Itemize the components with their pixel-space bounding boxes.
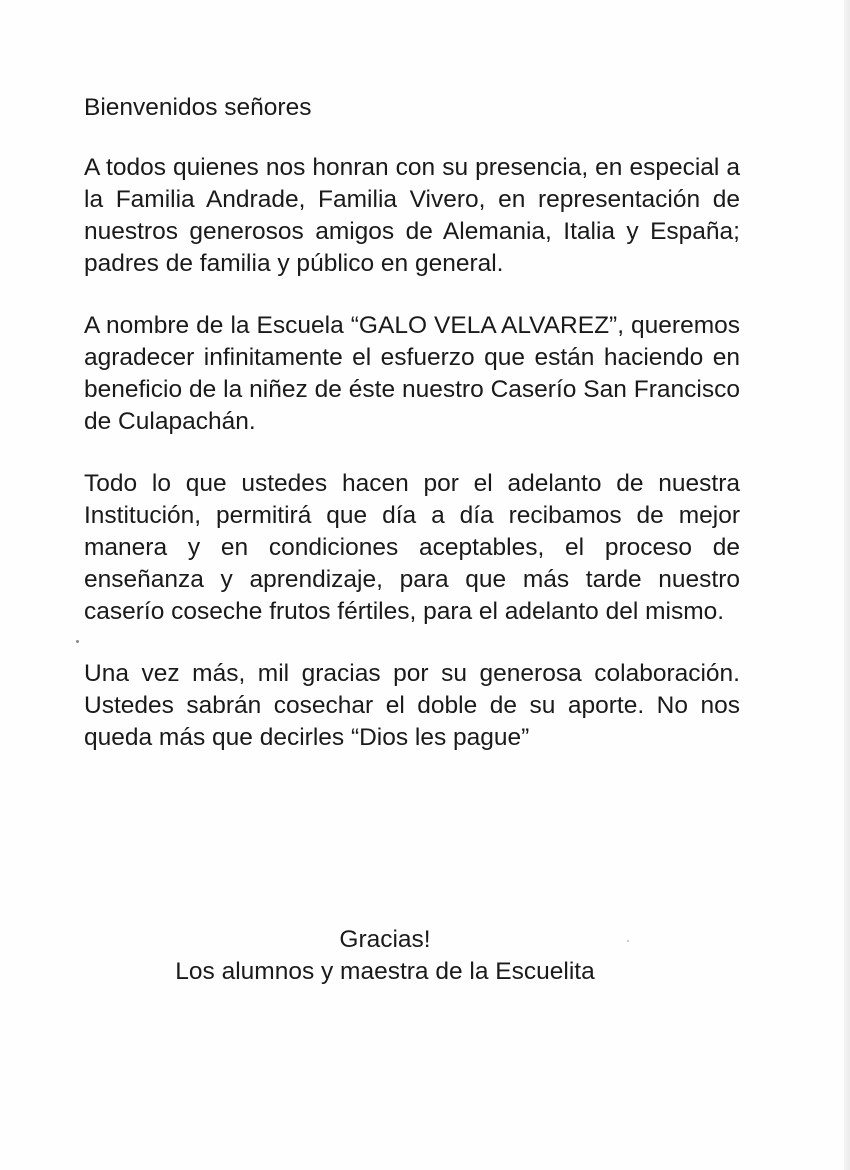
paragraph-gratitude: A nombre de la Escuela “GALO VELA ALVAREZ”, queremos agradecer infinitamente el esfuerzo que están haciendo en beneficio de la niñez de éste nuestro Caserío San Francisco de Culapachán. [84,312,740,435]
paragraph-welcome: A todos quienes nos honran con su presencia, en especial a la Familia Andrade, Familia Vivero, en representación de nuestros generosos amigos de Alemania, Italia y España; padres de familia y público en general. [84,154,740,277]
letter-closing [140,924,630,988]
letter-greeting: Bienvenidos señores [84,94,312,121]
closing-thanks: Gracias! [339,926,431,953]
paragraph-institution: Todo lo que ustedes hacen por el adelanto de nuestra Institución, permitirá que día a día recibamos de mejor manera y en condiciones aceptables, el proceso de enseñanza y aprendizaje, para que más tarde nuestro caserío coseche frutos fértiles, para el adelanto del mismo. [84,470,740,625]
closing-signature: Los alumnos y maestra de la Escuelita [175,958,595,985]
scan-speck [627,940,629,942]
paragraph-thanks-again: Una vez más, mil gracias por su generosa colaboración. Ustedes sabrán cosechar el doble de su aporte. No nos queda más que decirles “Dios les pague” [84,660,740,751]
page-edge-shadow [844,0,850,1170]
letter-body [84,92,740,754]
scan-speck [76,640,79,643]
